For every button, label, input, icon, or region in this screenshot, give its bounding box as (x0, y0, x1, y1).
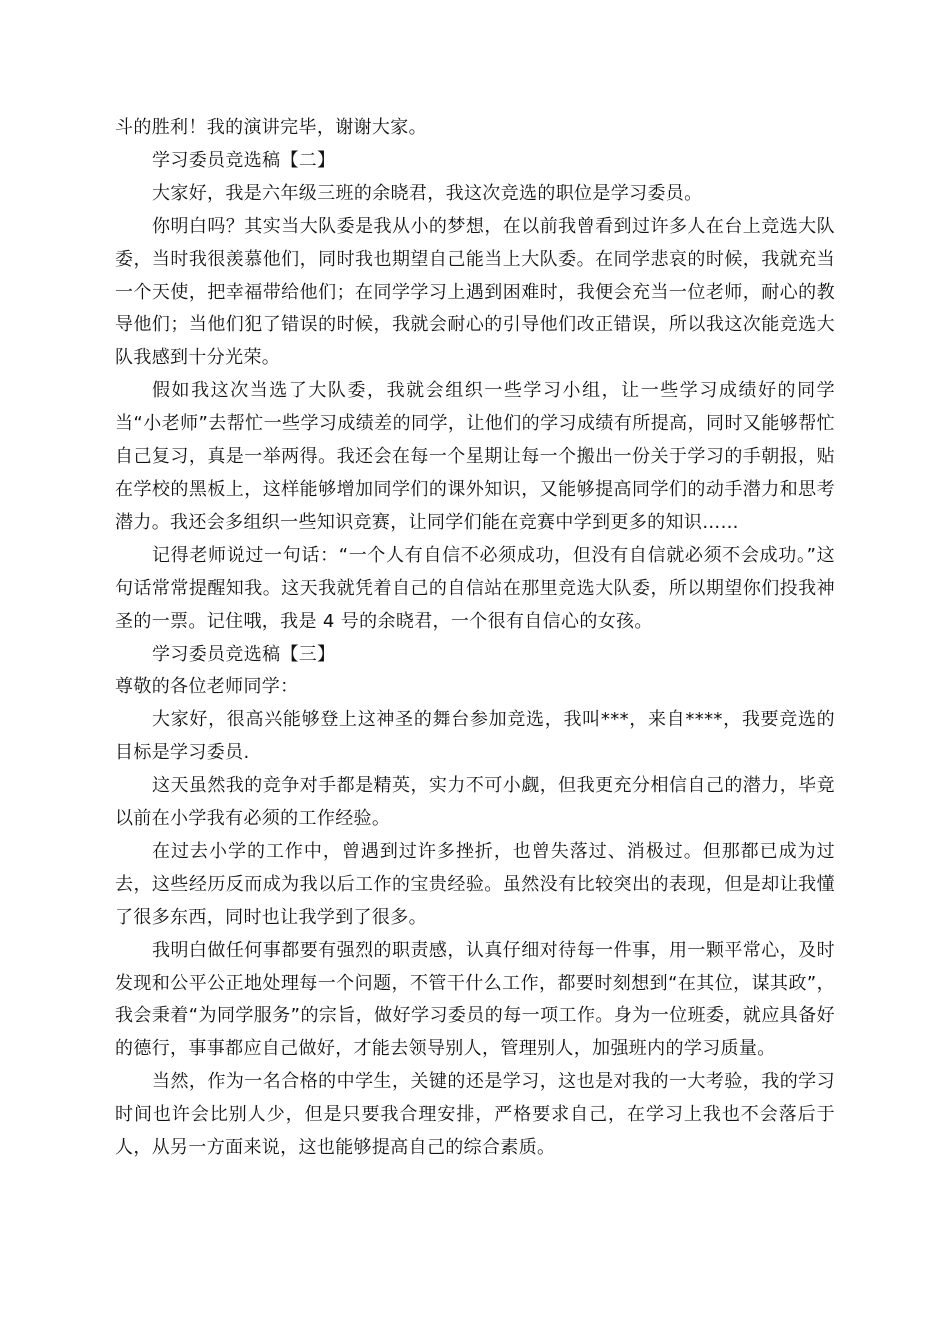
paragraph: 记得老师说过一句话：“一个人有自信不必须成功，但没有自信就必须不会成功。”这句话常常提醒知我。这天我就凭着自己的自信站在那里竞选大队委，所以期望你们投我神圣的一票。记住哦，我是 4 号的余晓君，一个很有自信心的女孩。 (115, 544, 835, 632)
section-heading-2: 学习委员竞选稿【二】 (152, 149, 336, 171)
paragraph: 这天虽然我的竞争对手都是精英，实力不可小觑，但我更充分相信自己的潜力，毕竟以前在小学我有必须的工作经验。 (115, 775, 835, 830)
salutation: 尊敬的各位老师同学： (115, 676, 299, 698)
paragraph: 我明白做任何事都要有强烈的职责感，认真仔细对待每一件事，用一颗平常心，及时发现和公平公正地处理每一个问题，不管干什么工作，都要时刻想到“在其位，谋其政”，我会秉着“为同学服务”的宗旨，做好学习委员的每一项工作。身为一位班委，就应具备好的德行，事事都应自己做好，才能去领导别人，管理别人，加强班内的学习质量。 (115, 939, 835, 1060)
paragraph: 在过去小学的工作中，曾遇到过许多挫折，也曾失落过、消极过。但那都已成为过去，这些经历反而成为我以后工作的宝贵经验。虽然没有比较突出的表现，但是却让我懂了很多东西，同时也让我学到了很多。 (115, 840, 835, 928)
paragraph: 大家好，很高兴能够登上这神圣的舞台参加竞选，我叫***，来自****，我要竞选的目标是学习委员. (115, 709, 835, 764)
document-body (115, 112, 835, 1165)
section-heading-3: 学习委员竞选稿【三】 (152, 643, 336, 665)
paragraph: 大家好，我是六年级三班的余晓君，我这次竞选的职位是学习委员。 (152, 182, 703, 204)
paragraph-continuation: 斗的胜利！我的演讲完毕，谢谢大家。 (115, 117, 427, 138)
paragraph: 当然，作为一名合格的中学生，关键的还是学习，这也是对我的一大考验，我的学习时间也许会比别人少，但是只要我合理安排，严格要求自己，在学习上我也不会落后于人，从另一方面来说，这也能够提高自己的综合素质。 (115, 1071, 835, 1159)
paragraph: 你明白吗？其实当大队委是我从小的梦想，在以前我曾看到过许多人在台上竞选大队委，当时我很羡慕他们，同时我也期望自己能当上大队委。在同学悲哀的时候，我就充当一个天使，把幸福带给他们；在同学学习上遇到困难时，我便会充当一位老师，耐心的教导他们；当他们犯了错误的时候，我就会耐心的引导他们改正错误，所以我这次能竞选大队我感到十分光荣。 (115, 215, 835, 369)
paragraph: 假如我这次当选了大队委，我就会组织一些学习小组，让一些学习成绩好的同学当“小老师”去帮忙一些学习成绩差的同学，让他们的学习成绩有所提高，同时又能够帮忙自己复习，真是一举两得。我还会在每一个星期让每一个搬出一份关于学习的手朝报，贴在学校的黑板上，这样能够增加同学们的课外知识，又能够提高同学们的动手潜力和思考潜力。我还会多组织一些知识竞赛，让同学们能在竞赛中学到更多的知识…… (115, 380, 835, 533)
